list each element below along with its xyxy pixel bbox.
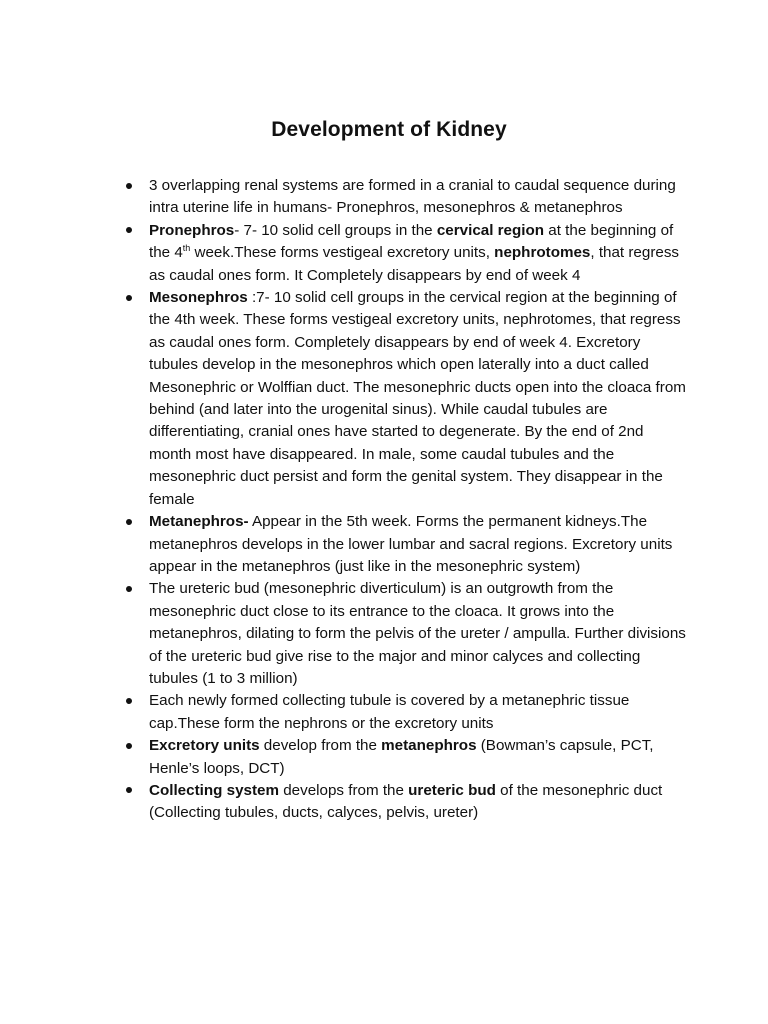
item-text: develop from the xyxy=(259,737,382,755)
item-term: Pronephros xyxy=(149,221,235,239)
list-item xyxy=(126,690,686,735)
item-bold-text: nephrotomes xyxy=(494,244,591,262)
bullet-dot-icon xyxy=(126,586,132,592)
item-text: The ureteric bud (mesonephric diverticulum) is an outgrowth from the mesonephric duct close to its entrance to the cloaca. It grows into the metanephros, dilating to form the pelvis of the ureter / ampulla. Further divisions of the ureteric bud give rise to the major and minor calyces and collecting tubules (1 to 3 million) xyxy=(149,580,686,687)
bullet-dot-icon xyxy=(126,698,132,704)
item-text: develops from the xyxy=(278,781,409,799)
item-text: of the mesonephric duct (Collecting tubules, ducts, calyces, pelvis, ureter) xyxy=(149,781,663,822)
list-item xyxy=(126,578,686,690)
bullet-dot-icon xyxy=(126,295,132,301)
list-item xyxy=(126,175,686,220)
page-title: Development of Kidney xyxy=(271,118,507,141)
item-text: :7- 10 solid cell groups in the cervical region at the beginning of the 4th week. These forms vestigeal excretory units, nephrotomes, that regress as caudal ones form. Completely disappears by end of week 4. Excretory tubules develop in the mesonephros which open laterally into a duct called Mesonephric or Wolffian duct. The mesonephric ducts open into the cloaca from behind (and later into the urogenital sinus). While caudal tubules are differentiating, cranial ones have started to degenerate. By the end of 2nd month most have disappeared. In male, some caudal tubules and the mesonephric duct persist and form the genital system. They disappear in the female xyxy=(149,289,686,508)
item-text: at the beginning of the 4 xyxy=(149,221,674,262)
list-item xyxy=(126,511,686,578)
item-text: 3 overlapping renal systems are formed in a cranial to caudal sequence during intra uterine life in humans- Pronephros, mesonephros & metanephros xyxy=(149,177,676,217)
item-term: Excretory units xyxy=(149,737,260,755)
item-text: , that regress as caudal ones form. It Completely disappears by end of week 4 xyxy=(149,244,680,284)
item-term: Metanephros- xyxy=(149,513,249,531)
list-item xyxy=(126,287,686,511)
list-item xyxy=(126,780,686,825)
item-term: Collecting system xyxy=(149,781,279,799)
item-text: (Bowman’s capsule, PCT, Henle’s loops, DCT) xyxy=(149,737,654,777)
item-bold-text: metanephros xyxy=(381,737,477,755)
list-item xyxy=(126,220,686,287)
item-text: Appear in the 5th week. Forms the permanent kidneys.The metanephros develops in the lower lumbar and sacral regions. Excretory units appear in the metanephros (just like in the mesonephric system) xyxy=(149,513,673,575)
item-term: Mesonephros xyxy=(149,289,248,307)
bullet-dot-icon xyxy=(126,743,132,749)
bullet-dot-icon xyxy=(126,519,132,525)
item-text: Each newly formed collecting tubule is covered by a metanephric tissue cap.These form the nephrons or the excretory units xyxy=(149,692,630,732)
list-item xyxy=(126,735,686,780)
item-bold-text: ureteric bud xyxy=(408,781,496,799)
item-text: - 7- 10 solid cell groups in the xyxy=(234,221,437,239)
bullet-dot-icon xyxy=(126,787,132,793)
item-text: week.These forms vestigeal excretory units, xyxy=(190,244,495,262)
superscript: th xyxy=(182,243,191,254)
item-bold-text: cervical region xyxy=(436,221,545,239)
bullet-dot-icon xyxy=(126,183,132,189)
bullet-dot-icon xyxy=(126,227,132,233)
bullet-list xyxy=(126,175,686,825)
